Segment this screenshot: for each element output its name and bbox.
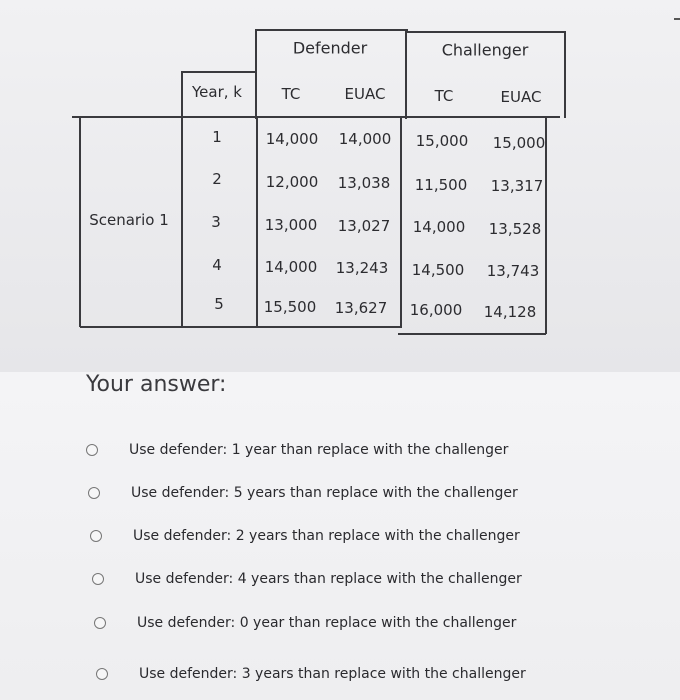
radio-button[interactable]: [90, 530, 102, 542]
table-cell-year: 1: [212, 128, 222, 146]
radio-button[interactable]: [94, 617, 106, 629]
table-cell-year: 3: [211, 213, 221, 231]
table-cell-challenger-tc: 14,000: [412, 218, 466, 236]
option-label: Use defender: 0 year than replace with the challenger: [137, 615, 517, 631]
table-line: [256, 116, 258, 327]
answer-option-3-years[interactable]: [96, 662, 526, 686]
table-cell-defender-euac: 13,627: [334, 299, 388, 317]
table-cell-challenger-euac: 13,743: [486, 262, 540, 280]
scenario-label: Scenario 1: [89, 211, 169, 229]
answer-option-2-years[interactable]: [90, 524, 520, 548]
table-line: [255, 29, 408, 31]
answer-option-0-year[interactable]: [94, 611, 516, 635]
column-header-defender-euac: EUAC: [344, 85, 386, 103]
table-cell-defender-euac: 13,027: [337, 217, 391, 235]
table-line: [255, 29, 257, 119]
table-cell-challenger-euac: 14,128: [483, 303, 537, 321]
scroll-edge-mark: [674, 18, 680, 20]
option-label: Use defender: 1 year than replace with the challenger: [129, 442, 509, 458]
table-line: [80, 326, 400, 328]
option-label: Use defender: 3 years than replace with the challenger: [139, 666, 526, 682]
table-cell-defender-tc: 15,500: [263, 298, 317, 316]
column-header-defender-tc: TC: [281, 85, 301, 103]
table-line: [564, 31, 566, 118]
column-header-challenger-tc: TC: [434, 87, 454, 105]
column-header-challenger-euac: EUAC: [500, 88, 542, 106]
table-cell-defender-tc: 14,000: [265, 130, 319, 148]
table-line: [79, 116, 81, 327]
table-line: [405, 31, 565, 33]
table-cell-challenger-tc: 16,000: [409, 301, 463, 319]
table-cell-year: 4: [212, 256, 222, 274]
answer-option-1-year[interactable]: [86, 438, 508, 462]
radio-button[interactable]: [86, 444, 98, 456]
answer-option-4-years[interactable]: [92, 567, 522, 591]
option-label: Use defender: 4 years than replace with the challenger: [135, 571, 522, 587]
radio-button[interactable]: [96, 668, 108, 680]
table-cell-challenger-tc: 15,000: [415, 132, 469, 150]
table-cell-challenger-euac: 13,528: [488, 220, 542, 238]
table-line: [181, 71, 257, 73]
table-cell-defender-euac: 14,000: [338, 130, 392, 148]
table-line: [405, 29, 407, 119]
table-cell-challenger-euac: 15,000: [492, 134, 546, 152]
table-line: [400, 116, 402, 328]
table-cell-defender-tc: 12,000: [265, 173, 319, 191]
answer-option-5-years[interactable]: [88, 481, 518, 505]
table-line: [398, 333, 546, 335]
option-label: Use defender: 2 years than replace with the challenger: [133, 528, 520, 544]
column-header-year: Year, k: [192, 83, 242, 101]
table-cell-year: 5: [214, 295, 224, 313]
option-label: Use defender: 5 years than replace with the challenger: [131, 485, 518, 501]
table-line: [181, 71, 183, 327]
table-cell-year: 2: [212, 170, 222, 188]
table-cell-defender-tc: 13,000: [264, 216, 318, 234]
table-cell-challenger-euac: 13,317: [490, 177, 544, 195]
table-cell-challenger-tc: 11,500: [414, 176, 468, 194]
group-header-challenger: Challenger: [441, 40, 529, 60]
radio-button[interactable]: [92, 573, 104, 585]
answer-title: Your answer:: [86, 372, 227, 397]
table-cell-defender-euac: 13,243: [335, 259, 389, 277]
table-line: [72, 116, 560, 118]
table-cell-challenger-tc: 14,500: [411, 261, 465, 279]
table-cell-defender-euac: 13,038: [337, 174, 391, 192]
table-cell-defender-tc: 14,000: [264, 258, 318, 276]
radio-button[interactable]: [88, 487, 100, 499]
group-header-defender: Defender: [292, 38, 368, 58]
